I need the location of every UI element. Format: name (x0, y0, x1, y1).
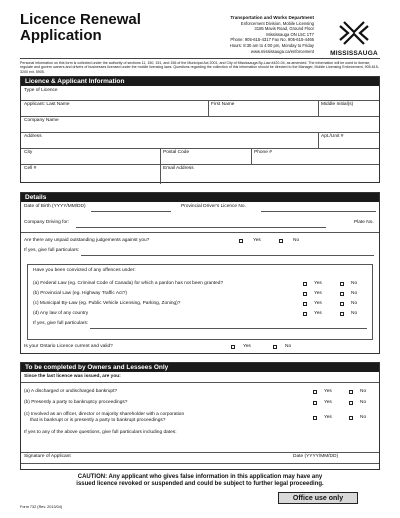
q-ontario-licence: Is your Ontario Licence current and valid? (24, 344, 113, 349)
offence-b: (b) Provincial Law (eg. Highway Traffic Act?) (33, 291, 128, 296)
label-type-of-licence: Type of Licence (24, 88, 58, 93)
label-first-name: First Name (211, 102, 235, 107)
item-a-yes-label: Yes (324, 389, 332, 394)
judgements-no-checkbox[interactable] (279, 239, 283, 243)
label-postal-code: Postal Code (163, 150, 190, 155)
label-company-driving-for: Company Driving for: (24, 220, 70, 225)
owner-item-b: (b) Presently a party to bankruptcy proceedings? (24, 400, 128, 405)
licence-valid-yes-checkbox[interactable] (231, 345, 235, 349)
offence-d: (d) Any law of any country (33, 311, 89, 316)
label-plate-no: Plate No. (354, 220, 374, 225)
dept-phone: Phone: 905-615-4317 Fax No. 905-615-4466 (230, 37, 314, 43)
form-title (20, 12, 141, 44)
offences-particulars-field[interactable] (90, 328, 367, 329)
offence-a: (a) Federal Law (eg. Criminal Code of Canada) for which a pardon has not been granted? (33, 281, 224, 286)
offence-c-yes-checkbox[interactable] (303, 302, 307, 306)
offence-d-no-label: No (351, 311, 358, 316)
offence-b-yes-label: Yes (314, 291, 322, 296)
offence-c-no-label: No (351, 301, 358, 306)
applicant-info-section (20, 76, 380, 183)
item-c-yes-checkbox[interactable] (313, 416, 317, 420)
dept-address-1: 3185 Mavis Road, Ground Floor (254, 26, 314, 32)
offence-c-yes-label: Yes (314, 301, 322, 306)
drivers-licence-field[interactable] (261, 211, 376, 212)
section-heading-owners: To be completed by Owners and Lessees Only (21, 363, 379, 372)
if-yes-above: If yes to any of the above questions, give full particulars including dates: (24, 430, 177, 435)
item-c-no-checkbox[interactable] (349, 416, 353, 420)
item-c-no-label: No (360, 415, 367, 420)
label-city: City (24, 150, 33, 155)
dept-hours: Hours: 8:30 am to 4:00 pm, Monday to Friday (229, 42, 314, 48)
label-address: Address (24, 134, 42, 139)
offence-c: (c) Municipal By-Law (eg. Public Vehicle Licensing, Parking, Zoning)? (33, 301, 181, 306)
label-phone: Phone # (254, 150, 272, 155)
offence-a-no-checkbox[interactable] (340, 282, 344, 286)
title-line-2: Application (20, 27, 102, 44)
dept-address-2: Mississauga ON L5C 1T7 (266, 31, 314, 37)
offence-d-no-checkbox[interactable] (340, 312, 344, 316)
owner-item-c-line2: that is bankrupt or is presently a party to bankrupt proceedings? (30, 418, 166, 423)
label-company-name: Company Name (24, 118, 59, 123)
label-drivers-licence: Provincial Driver's Licence No. (181, 204, 246, 209)
owner-item-c-line1: (c) Involved as an officer, director or majority shareholder with a corporation (24, 412, 185, 417)
item-a-yes-checkbox[interactable] (313, 390, 317, 394)
title-line-1: Licence Renewal (20, 11, 141, 28)
owner-item-a: (a) A discharged or undischarged bankrupt? (24, 389, 118, 394)
office-use-box: Office use only (278, 492, 358, 504)
label-if-yes-particulars: If yes, give full particulars: (33, 321, 89, 326)
judgements-yes-label: Yes (253, 238, 261, 243)
offence-d-yes-label: Yes (314, 311, 322, 316)
item-b-yes-label: Yes (324, 400, 332, 405)
label-apt-unit: Apt./Unit # (321, 134, 344, 139)
label-middle-initials: Middle Initial(s) (321, 102, 354, 107)
offence-c-no-checkbox[interactable] (340, 302, 344, 306)
item-a-no-checkbox[interactable] (349, 390, 353, 394)
offence-a-yes-checkbox[interactable] (303, 282, 307, 286)
q-judgements: Are there any unpaid outstanding judgements against you? (24, 238, 150, 243)
details-section (20, 192, 380, 354)
section-heading-applicant: Licence & Applicant Information (21, 77, 379, 86)
item-c-yes-label: Yes (324, 415, 332, 420)
caution-line-2: issued licence revoked or suspended and could be subject to further legal proceeding. (76, 481, 324, 487)
since-last-licence: Since the last licence was issued, are you: (24, 374, 121, 379)
logo-text: MISSISSAUGA (330, 50, 378, 57)
form-number: Form 732 (Rev. 2013/04) (20, 505, 63, 509)
offence-a-yes-label: Yes (314, 281, 322, 286)
label-email: Email Address (163, 166, 194, 171)
caution-notice (60, 474, 340, 488)
judgements-yes-checkbox[interactable] (239, 239, 243, 243)
dept-name: Transportation and Works Department (230, 15, 314, 20)
offence-b-no-label: No (351, 291, 358, 296)
judgements-no-label: No (293, 238, 300, 243)
item-b-no-label: No (360, 400, 367, 405)
owners-section (20, 362, 380, 470)
offence-b-no-checkbox[interactable] (340, 292, 344, 296)
judgements-particulars-field[interactable] (81, 255, 374, 256)
dob-field[interactable] (91, 211, 171, 212)
offence-d-yes-checkbox[interactable] (303, 312, 307, 316)
caution-line-1: CAUTION: Any applicant who gives false information in this application may have any (77, 474, 323, 480)
logo-mark-icon (328, 18, 380, 48)
offence-b-yes-checkbox[interactable] (303, 292, 307, 296)
item-a-no-label: No (360, 389, 367, 394)
q-convicted: Have you been convicted of any offences under: (33, 268, 136, 273)
licence-valid-no-checkbox[interactable] (273, 345, 277, 349)
privacy-notice: Personal information on this form is collected under the authority of sections 11, 150, 151, and 156 of the Municipal Act 2001, and City of Mississauga By-Law #420-04, as amended. The information will be used to license, regulate and govern owners and drivers of businesses licensed under the mobile licensing laws. Questions regarding the collection of this information should be directed to the Manager, Mobile Licensing Enforcement, 905-615-3200 ext. 5905. (20, 58, 380, 74)
label-if-yes-full: If yes, give full particulars: (24, 248, 80, 253)
label-last-name: Applicant: Last Name (24, 102, 70, 107)
company-driving-field[interactable] (76, 227, 326, 228)
offences-box (27, 264, 373, 340)
offence-a-no-label: No (351, 281, 358, 286)
item-b-yes-checkbox[interactable] (313, 401, 317, 405)
department-info (174, 15, 314, 54)
city-logo (328, 18, 380, 58)
section-heading-details: Details (21, 193, 379, 202)
dept-division: Enforcement Division, Mobile Licensing (240, 20, 314, 26)
licence-valid-yes-label: Yes (243, 344, 251, 349)
licence-valid-no-label: No (285, 344, 292, 349)
item-b-no-checkbox[interactable] (349, 401, 353, 405)
label-signature: Signature of Applicant (24, 454, 71, 459)
label-dob: Date of Birth (YYYY/MM/DD) (24, 204, 86, 209)
label-date: Date (YYYY/MM/DD) (293, 454, 339, 459)
signature-line[interactable] (21, 463, 379, 464)
label-cell: Cell # (24, 166, 37, 171)
dept-web: www.mississauga.ca/enforcement (250, 48, 314, 54)
